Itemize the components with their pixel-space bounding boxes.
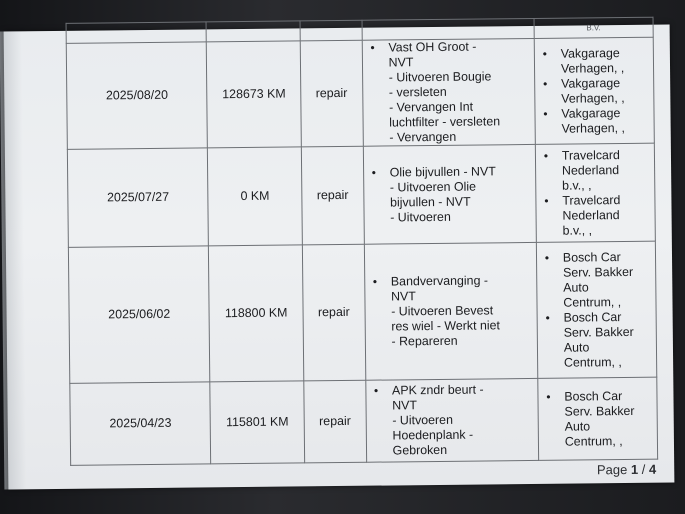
garage-cell — [538, 377, 658, 460]
mileage-cell: 128673 KM — [207, 41, 302, 148]
table-row — [66, 37, 654, 149]
mileage-cell: 0 KM — [208, 147, 303, 246]
table-row — [70, 377, 658, 465]
garage-cell — [534, 37, 654, 144]
work-item: • Olie bijvullen - NVT - Uitvoeren Olie bijvullen - NVT - Uitvoeren — [370, 164, 530, 226]
date-cell: 2025/08/20 — [66, 42, 207, 149]
work-item: • Bandvervanging - NVT - Uitvoeren Bevest res wiel - Werkt niet - Repareren — [371, 273, 531, 350]
mileage-cell: 118800 KM — [209, 245, 304, 382]
date-cell: 2025/06/02 — [68, 246, 210, 383]
work-item: • Vast OH Groot - NVT - Uitvoeren Bougie - versleten - Vervangen Int luchtfilter - versleten - Vervangen — [368, 39, 528, 146]
work-cell — [363, 144, 536, 244]
printed-document-page — [4, 22, 675, 490]
work-cell — [362, 38, 535, 146]
garage-item: • Travelcard Nederland b.v., , — [542, 147, 649, 193]
garage-item: • Bosch Car Serv. Bakker Auto Centrum, , — [543, 249, 650, 310]
type-cell: repair — [301, 146, 364, 245]
garage-item: • Bosch Car Serv. Bakker Auto Centrum, , — [544, 388, 651, 449]
table-row — [68, 241, 656, 383]
mileage-cell: 115801 KM — [210, 381, 304, 464]
date-cell: 2025/04/23 — [70, 382, 211, 465]
garage-item: • Vakgarage Verhagen, , — [541, 105, 647, 136]
garage-item: • Bosch Car Serv. Bakker Auto Centrum, , — [543, 309, 650, 370]
paper-edge-shadow — [0, 31, 26, 489]
garage-item: • Vakgarage Verhagen, , — [541, 45, 647, 76]
work-cell — [365, 378, 538, 462]
maintenance-history-table — [66, 17, 659, 466]
garage-item: • Vakgarage Verhagen, , — [541, 75, 647, 106]
work-cell — [364, 242, 538, 380]
garage-cell — [536, 241, 657, 378]
table-row — [67, 143, 655, 247]
type-cell: repair — [302, 244, 365, 381]
garage-fragment: B.V. — [586, 22, 601, 32]
date-cell: 2025/07/27 — [67, 148, 208, 247]
page-number: Page 1 / 4 — [596, 461, 657, 478]
work-item: • APK zndr beurt - NVT - Uitvoeren Hoedenplank - Gebroken — [372, 382, 532, 459]
type-cell: repair — [300, 40, 363, 147]
garage-cell — [535, 143, 655, 242]
type-cell: repair — [304, 380, 367, 463]
garage-item: • Travelcard Nederland b.v., , — [542, 192, 649, 238]
